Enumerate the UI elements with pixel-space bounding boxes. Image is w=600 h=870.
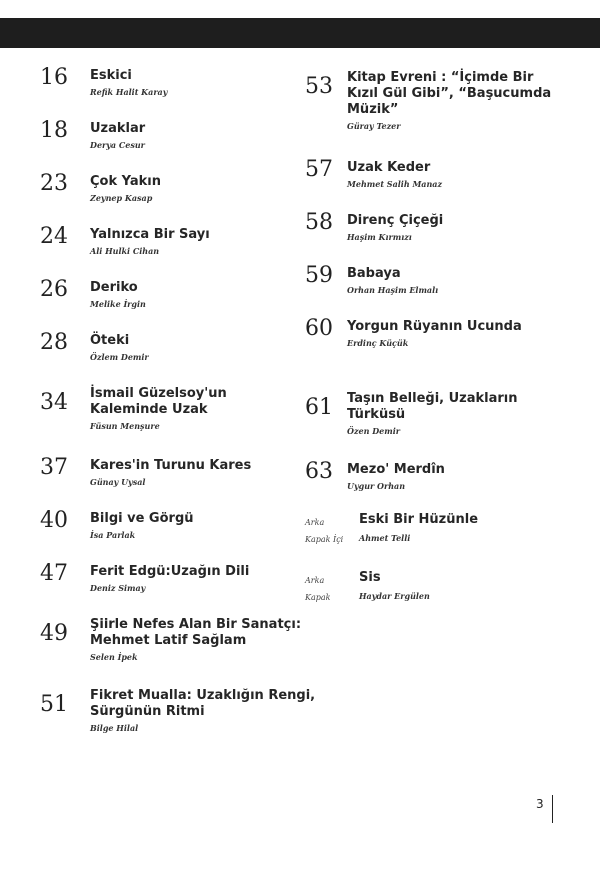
toc-title-line: Kares'in Turunu Kares [90, 458, 252, 473]
toc-cover-entry[interactable] [305, 572, 595, 612]
toc-title-line: Deriko [90, 280, 138, 295]
toc-title-line: Mezo' Merdîn [347, 462, 445, 477]
toc-entry[interactable] [0, 118, 300, 171]
toc-entry[interactable] [300, 263, 600, 316]
toc-page-number: 34 [40, 390, 68, 415]
toc-entry[interactable] [300, 157, 600, 210]
toc-author: Zeynep Kasap [90, 193, 153, 203]
toc-author: Özen Demir [347, 426, 400, 436]
toc-title-line: Ferit Edgü:Uzağın Dili [90, 564, 250, 579]
toc-title-line: Uzaklar [90, 121, 146, 136]
toc-entry[interactable] [300, 459, 600, 512]
toc-author: Günay Uysal [90, 477, 146, 487]
toc-title-line: Mehmet Latif Sağlam [90, 633, 247, 648]
toc-page-number: 49 [40, 621, 68, 646]
toc-entry[interactable] [0, 688, 316, 738]
toc-entry[interactable] [0, 386, 300, 436]
toc-author: Uygur Orhan [347, 481, 406, 491]
toc-author: Füsun Menşure [90, 421, 160, 431]
header-bar [0, 18, 600, 48]
toc-author: İsa Parlak [90, 530, 136, 540]
toc-author: Ali Hulki Cihan [90, 246, 160, 256]
toc-cover-label: Arka [305, 518, 325, 527]
toc-title-line: Öteki [90, 333, 130, 348]
toc-author: Güray Tezer [347, 121, 401, 131]
toc-author: Deniz Simay [90, 583, 146, 593]
toc-title-line: Fikret Mualla: Uzaklığın Rengi, [90, 688, 316, 703]
toc-page-number: 61 [305, 395, 333, 420]
toc-title-line: Şiirle Nefes Alan Bir Sanatçı: [90, 617, 302, 632]
toc-title-line: Kitap Evreni : “İçimde Bir [347, 70, 534, 85]
page-number: 3 [536, 797, 544, 811]
toc-page-number: 16 [40, 65, 68, 90]
toc-page-number: 26 [40, 277, 68, 302]
toc-page-number: 24 [40, 224, 68, 249]
toc-page-number: 40 [40, 508, 68, 533]
toc-entry[interactable] [0, 277, 300, 330]
toc-entry[interactable] [0, 330, 300, 383]
toc-author: Mehmet Salih Manaz [347, 179, 443, 189]
toc-author: Melike İrgin [90, 299, 146, 309]
toc-title-line: Bilgi ve Görgü [90, 511, 194, 526]
toc-author: Özlem Demir [90, 352, 149, 362]
toc-title-line: Türküsü [347, 407, 406, 422]
toc-cover-label: Kapak İçi [305, 535, 344, 544]
toc-title-line: Babaya [347, 266, 401, 281]
toc-entry[interactable] [0, 171, 300, 224]
toc-title-line: İsmail Güzelsoy'un [90, 386, 227, 401]
toc-cover-label: Kapak [305, 593, 331, 602]
toc-title-line: Yorgun Rüyanın Ucunda [347, 319, 522, 334]
toc-page-number: 23 [40, 171, 68, 196]
toc-cover-entry[interactable] [305, 514, 595, 554]
toc-entry[interactable] [0, 224, 300, 277]
toc-page-number: 60 [305, 316, 333, 341]
toc-author: Orhan Haşim Elmalı [347, 285, 439, 295]
toc-page-number: 63 [305, 459, 333, 484]
toc-entry[interactable] [0, 65, 300, 118]
toc-title-line: Uzak Keder [347, 160, 431, 175]
toc-entry[interactable] [0, 617, 300, 667]
toc-page-number: 37 [40, 455, 68, 480]
toc-title-line: Çok Yakın [90, 174, 161, 189]
toc-title-line: Direnç Çiçeği [347, 213, 444, 228]
toc-page-number: 58 [305, 210, 333, 235]
toc-author: Refik Halit Karay [90, 87, 168, 97]
toc-title-line: Eskici [90, 68, 132, 83]
toc-author: Haydar Ergülen [359, 591, 430, 601]
toc-title-line: Kızıl Gül Gibi”, “Başucumda [347, 86, 552, 101]
toc-cover-label: Arka [305, 576, 325, 585]
toc-page-number: 53 [305, 74, 333, 99]
toc-author: Haşim Kırmızı [347, 232, 412, 242]
toc-title-line: Müzik” [347, 102, 399, 117]
toc-entry[interactable] [300, 316, 600, 369]
toc-page-number: 18 [40, 118, 68, 143]
toc-entry[interactable] [0, 508, 300, 561]
toc-author: Derya Cesur [90, 140, 145, 150]
toc-title-line: Yalnızca Bir Sayı [90, 227, 210, 242]
toc-title-line: Sürgünün Ritmi [90, 704, 205, 719]
toc-entry[interactable] [300, 391, 600, 441]
toc-author: Selen İpek [90, 652, 138, 662]
page-number-rule [552, 795, 553, 823]
toc-entry[interactable] [300, 70, 600, 131]
toc-author: Ahmet Telli [359, 533, 411, 543]
toc-title-line: Taşın Belleği, Uzakların [347, 391, 518, 406]
toc-page-number: 51 [40, 692, 68, 717]
toc-title-line: Eski Bir Hüzünle [359, 512, 479, 527]
toc-title-line: Sis [359, 570, 381, 585]
toc-page-number: 57 [305, 157, 333, 182]
toc-entry[interactable] [300, 210, 600, 263]
toc-entry[interactable] [0, 455, 300, 508]
toc-page-number: 59 [305, 263, 333, 288]
toc-entry[interactable] [0, 561, 300, 614]
toc-page-number: 28 [40, 330, 68, 355]
toc-author: Erdinç Küçük [347, 338, 409, 348]
toc-author: Bilge Hilal [90, 723, 139, 733]
toc-page-number: 47 [40, 561, 68, 586]
toc-title-line: Kaleminde Uzak [90, 402, 208, 417]
